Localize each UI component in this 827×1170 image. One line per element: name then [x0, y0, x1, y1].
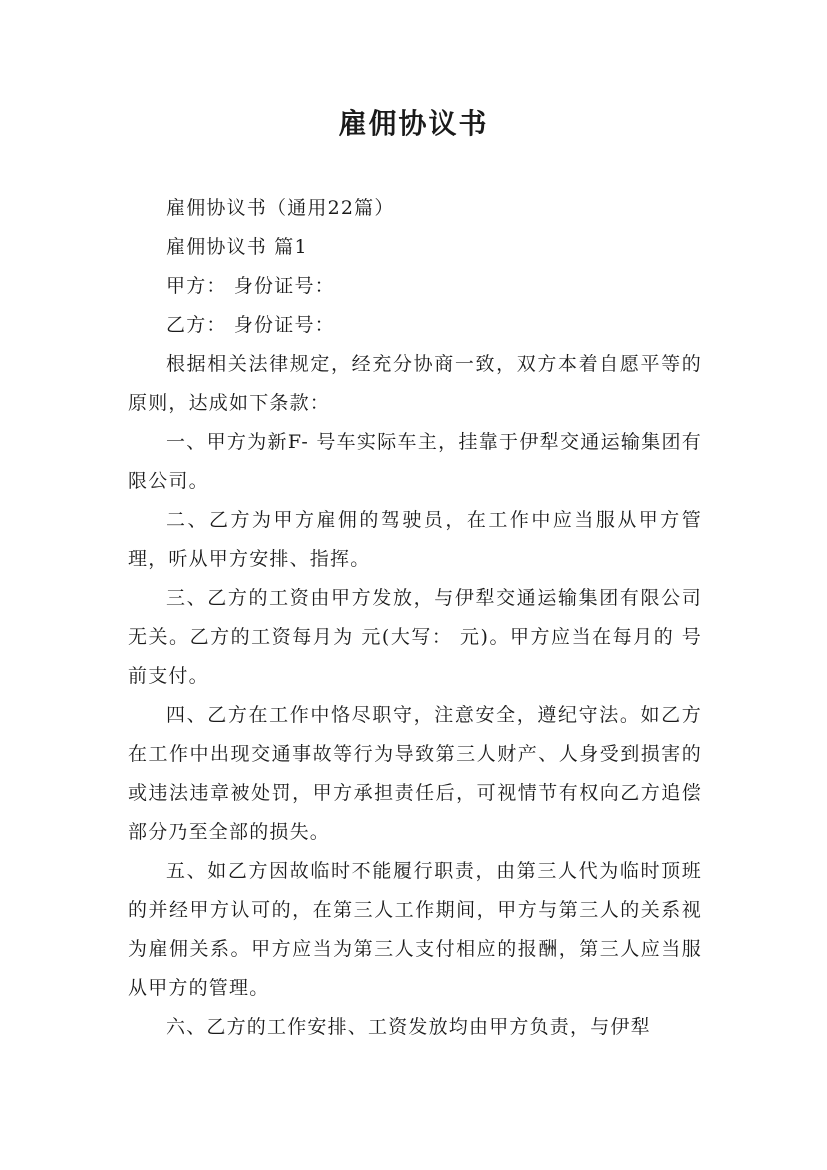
- party-a-line: 甲方： 身份证号：: [166, 275, 335, 297]
- clause-1: 一、甲方为新F- 号车实际车主，挂靠于伊犁交通运输集团有限公司。: [128, 431, 702, 492]
- document-title: 雇佣协议书: [338, 107, 489, 140]
- clause-2: 二、乙方为甲方雇佣的驾驶员，在工作中应当服从甲方管理，听从甲方安排、指挥。: [128, 509, 702, 570]
- clause-5: 五、如乙方因故临时不能履行职责，由第三人代为临时顶班的并经甲方认可的，在第三人工作期间，甲方与第三人的关系视为雇佣关系。甲方应当为第三人支付相应的报酬，第三人应当服从甲方的管理。: [128, 860, 702, 999]
- party-b-line: 乙方： 身份证号：: [166, 314, 335, 336]
- section-heading: 雇佣协议书 篇1: [166, 236, 308, 258]
- clause-3: 三、乙方的工资由甲方发放，与伊犁交通运输集团有限公司无关。乙方的工资每月为 元(大写： 元)。甲方应当在每月的 号前支付。: [128, 587, 702, 687]
- subtitle-paragraph: 雇佣协议书（通用22篇）: [166, 197, 395, 219]
- document-body: [128, 189, 702, 1047]
- clause-4: 四、乙方在工作中恪尽职守，注意安全，遵纪守法。如乙方在工作中出现交通事故等行为导致第三人财产、人身受到损害的或违法违章被处罚，甲方承担责任后，可视情节有权向乙方追偿部分乃至全部的损失。: [128, 704, 702, 843]
- preamble-paragraph: 根据相关法律规定，经充分协商一致，双方本着自愿平等的原则，达成如下条款：: [128, 353, 702, 414]
- clause-6: 六、乙方的工作安排、工资发放均由甲方负责，与伊犁: [166, 1016, 651, 1038]
